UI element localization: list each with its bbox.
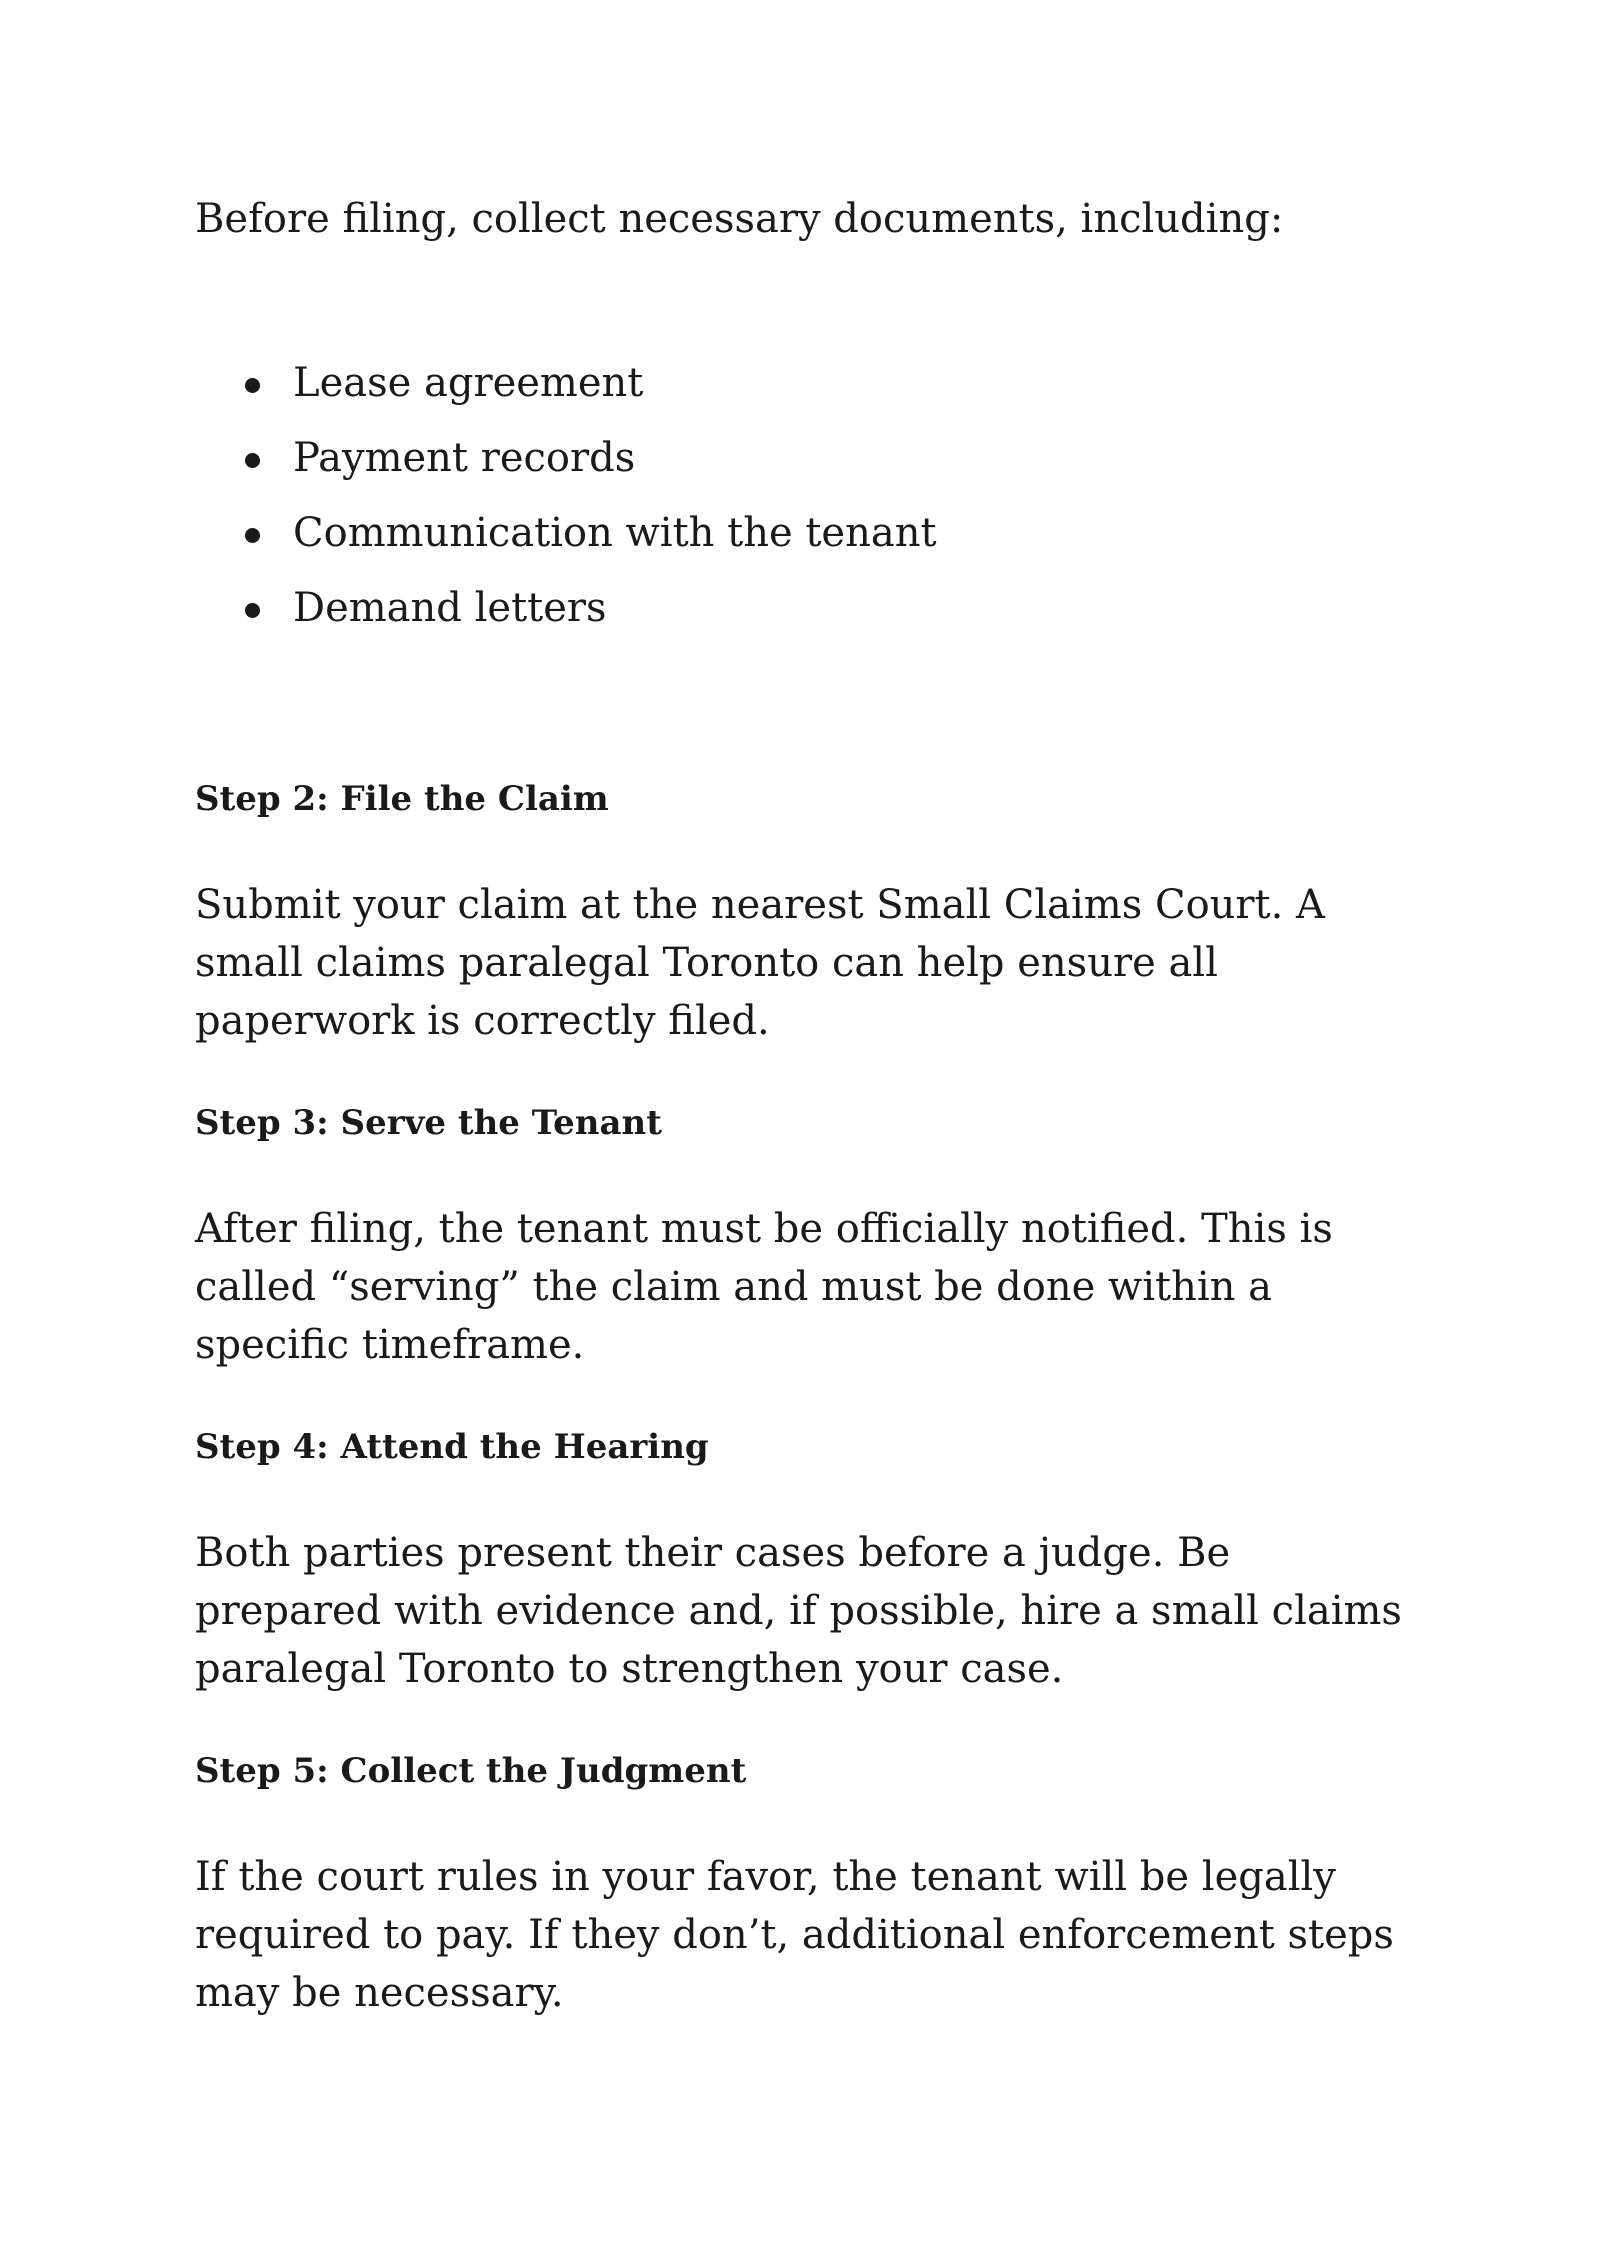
list-item-text: Payment records bbox=[293, 435, 636, 481]
bullet-icon bbox=[245, 453, 260, 468]
bullet-icon bbox=[245, 603, 260, 618]
step-3-paragraph: After filing, the tenant must be officially notified. This is called “serving” the claim and must be done within a specific timeframe. bbox=[195, 1206, 1333, 1368]
step-5-heading: Step 5: Collect the Judgment bbox=[195, 1751, 747, 1791]
list-item-text: Demand letters bbox=[293, 585, 607, 631]
list-item bbox=[195, 496, 1425, 571]
document-content bbox=[195, 190, 1425, 2022]
step-4-paragraph: Both parties present their cases before a judge. Be prepared with evidence and, if possible, hire a small claims paralegal Toronto to strengthen your case. bbox=[195, 1530, 1402, 1692]
bullet-icon bbox=[245, 378, 260, 393]
step-3-heading: Step 3: Serve the Tenant bbox=[195, 1103, 662, 1143]
list-item-text: Lease agreement bbox=[293, 360, 644, 406]
list-item bbox=[195, 571, 1425, 646]
step-5-paragraph: If the court rules in your favor, the tenant will be legally required to pay. If they don’t, additional enforcement steps may be necessary. bbox=[195, 1854, 1394, 2016]
list-item-text: Communication with the tenant bbox=[293, 510, 937, 556]
step-2-heading: Step 2: File the Claim bbox=[195, 779, 609, 819]
list-item bbox=[195, 421, 1425, 496]
documents-list bbox=[195, 346, 1425, 646]
step-2-paragraph: Submit your claim at the nearest Small Claims Court. A small claims paralegal Toronto can help ensure all paperwork is correctly filed. bbox=[195, 882, 1325, 1044]
step-4-heading: Step 4: Attend the Hearing bbox=[195, 1427, 709, 1467]
intro-paragraph: Before filing, collect necessary documents, including: bbox=[195, 196, 1284, 242]
list-item bbox=[195, 346, 1425, 421]
bullet-icon bbox=[245, 528, 260, 543]
